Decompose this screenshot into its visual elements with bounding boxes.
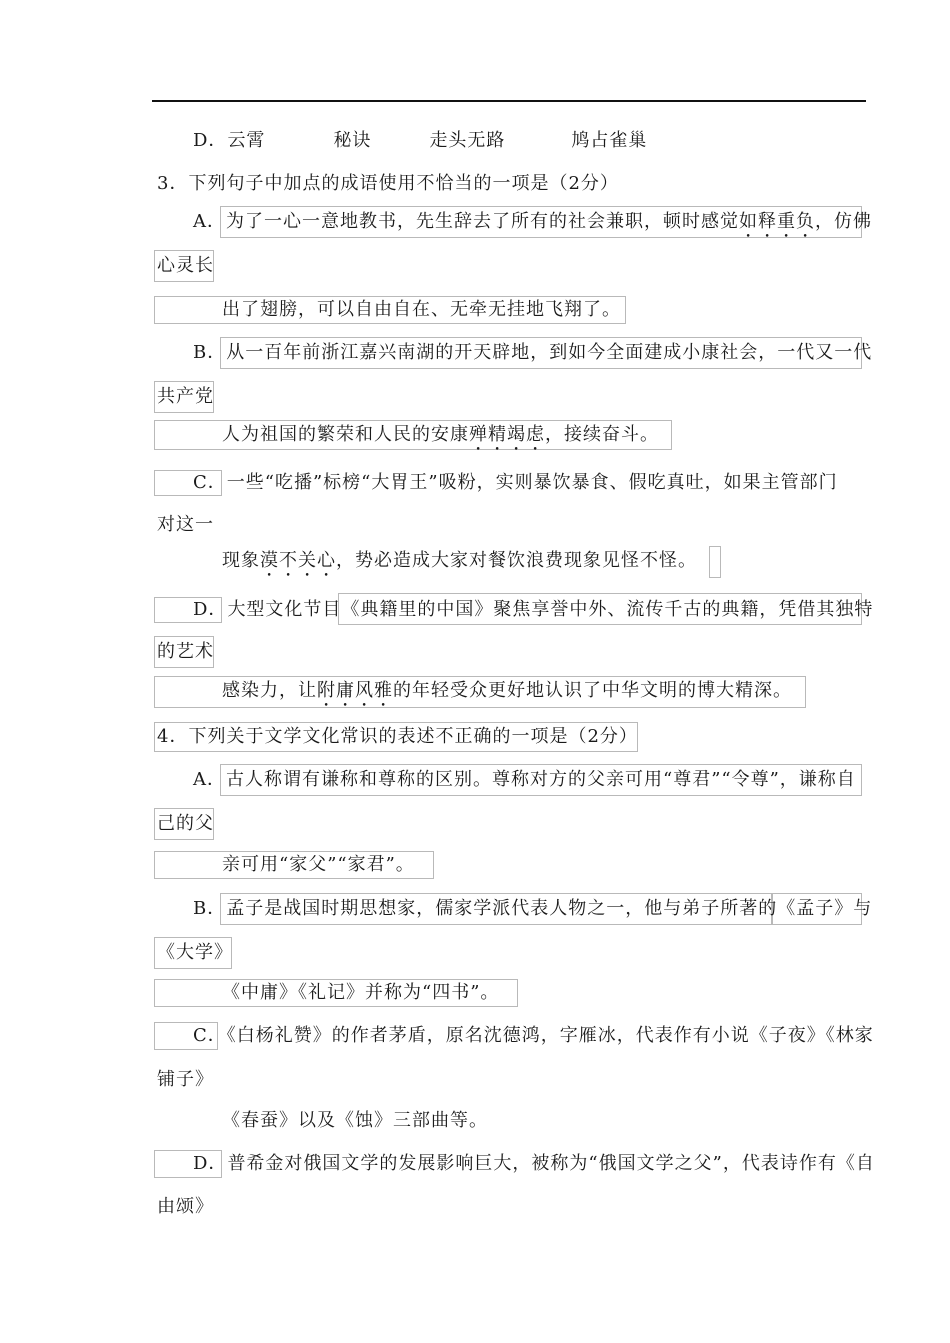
q3-option-d-line1 <box>193 599 873 621</box>
option-text: 普希金对俄国文学的发展影响巨大，被称为“俄国文学之父”，代表诗作有《自 <box>227 1153 875 1174</box>
q4-option-c-line3: 《春蚕》以及《蚀》三部曲等。 <box>222 1110 488 1131</box>
q3-option-a-line1 <box>193 211 872 242</box>
option-label: B． <box>193 342 227 363</box>
q4-option-a-line2: 己的父 <box>157 813 214 834</box>
q3-option-b-line3 <box>222 424 659 455</box>
option-text: 感染力，让 <box>222 680 317 701</box>
dotted-idiom: 如释重负 <box>739 211 815 232</box>
q3-option-a-line3: 出了翅膀，可以自由自在、无牵无挂地飞翔了。 <box>222 299 621 320</box>
option-text: 从一百年前浙江嘉兴南湖的开天辟地，到如今全面建成小康社会，一代又一代 <box>226 342 873 363</box>
option-text: 孟子是战国时期思想家，儒家学派代表人物之一，他与弟子所著的《孟子》与 <box>226 898 873 919</box>
word: 鸠占雀巢 <box>571 130 648 151</box>
text-box <box>709 546 721 578</box>
q3-option-a-line2: 心灵长 <box>157 255 214 276</box>
option-text: 的年轻受众更好地认识了中华文明的博大精深。 <box>393 680 792 701</box>
option-text: 为了一心一意地教书，先生辞去了所有的社会兼职，顿时感觉 <box>226 211 739 232</box>
option-label: D． <box>193 599 228 620</box>
word: 秘诀 <box>333 130 372 151</box>
option-label: C． <box>193 1025 227 1046</box>
q4-stem: 4．下列关于文学文化常识的表述不正确的一项是（2分） <box>157 726 638 747</box>
option-label: D． <box>193 130 228 151</box>
dotted-idiom: 漠不关心 <box>260 550 336 571</box>
option-text: 古人称谓有谦称和尊称的区别。尊称对方的父亲可用“尊君”“令尊”，谦称自 <box>226 769 856 790</box>
q3-option-d-line2: 的艺术 <box>157 641 214 662</box>
q4-option-a-line1 <box>193 769 856 791</box>
option-text: 《白杨礼赞》的作者茅盾，原名沈德鸿，字雁冰，代表作有小说《子夜》《林家 <box>226 1025 874 1046</box>
q2-option-d <box>193 130 647 152</box>
option-text: 人为祖国的繁荣和人民的安康 <box>222 424 469 445</box>
option-text: ，仿佛 <box>815 211 872 232</box>
q3-option-c-line1 <box>193 472 838 494</box>
q3-option-b-line1 <box>193 342 872 364</box>
q4-option-b-line2: 《大学》 <box>157 942 233 963</box>
option-label: A． <box>193 211 226 232</box>
option-label: B． <box>193 898 227 919</box>
word: 云霄 <box>227 130 266 151</box>
q3-option-b-line2: 共产党 <box>157 386 214 407</box>
dotted-idiom: 殚精竭虑 <box>469 424 545 445</box>
option-label: D． <box>193 1153 228 1174</box>
q4-option-d-line1 <box>193 1153 875 1175</box>
q3-option-c-line2: 对这一 <box>157 514 214 535</box>
q4-option-c-line1 <box>193 1025 874 1047</box>
word: 走头无路 <box>429 130 506 151</box>
q3-option-d-line3 <box>222 680 792 711</box>
header-rule <box>152 100 866 102</box>
q3-option-c-line3 <box>222 550 697 581</box>
option-text: 大型文化节目《典籍里的中国》聚焦享誉中外、流传千古的典籍，凭借其独特 <box>227 599 874 620</box>
option-text: 现象 <box>222 550 260 571</box>
q4-option-b-line1 <box>193 898 872 920</box>
option-text: 一些“吃播”标榜“大胃王”吸粉，实则暴饮暴食、假吃真吐，如果主管部门 <box>226 472 838 493</box>
q4-option-a-line3: 亲可用“家父”“家君”。 <box>222 854 415 875</box>
option-label: C． <box>193 472 227 493</box>
q4-option-c-line2: 铺子》 <box>157 1069 214 1090</box>
dotted-idiom: 附庸风雅 <box>317 680 393 701</box>
q3-stem: 3．下列句子中加点的成语使用不恰当的一项是（2分） <box>157 173 619 194</box>
q4-option-d-line2: 由颂》 <box>157 1196 214 1217</box>
option-text: ，接续奋斗。 <box>545 424 659 445</box>
q4-option-b-line3: 《中庸》《礼记》并称为“四书”。 <box>222 982 500 1003</box>
option-text: ，势必造成大家对餐饮浪费现象见怪不怪。 <box>336 550 697 571</box>
option-label: A． <box>193 769 226 790</box>
